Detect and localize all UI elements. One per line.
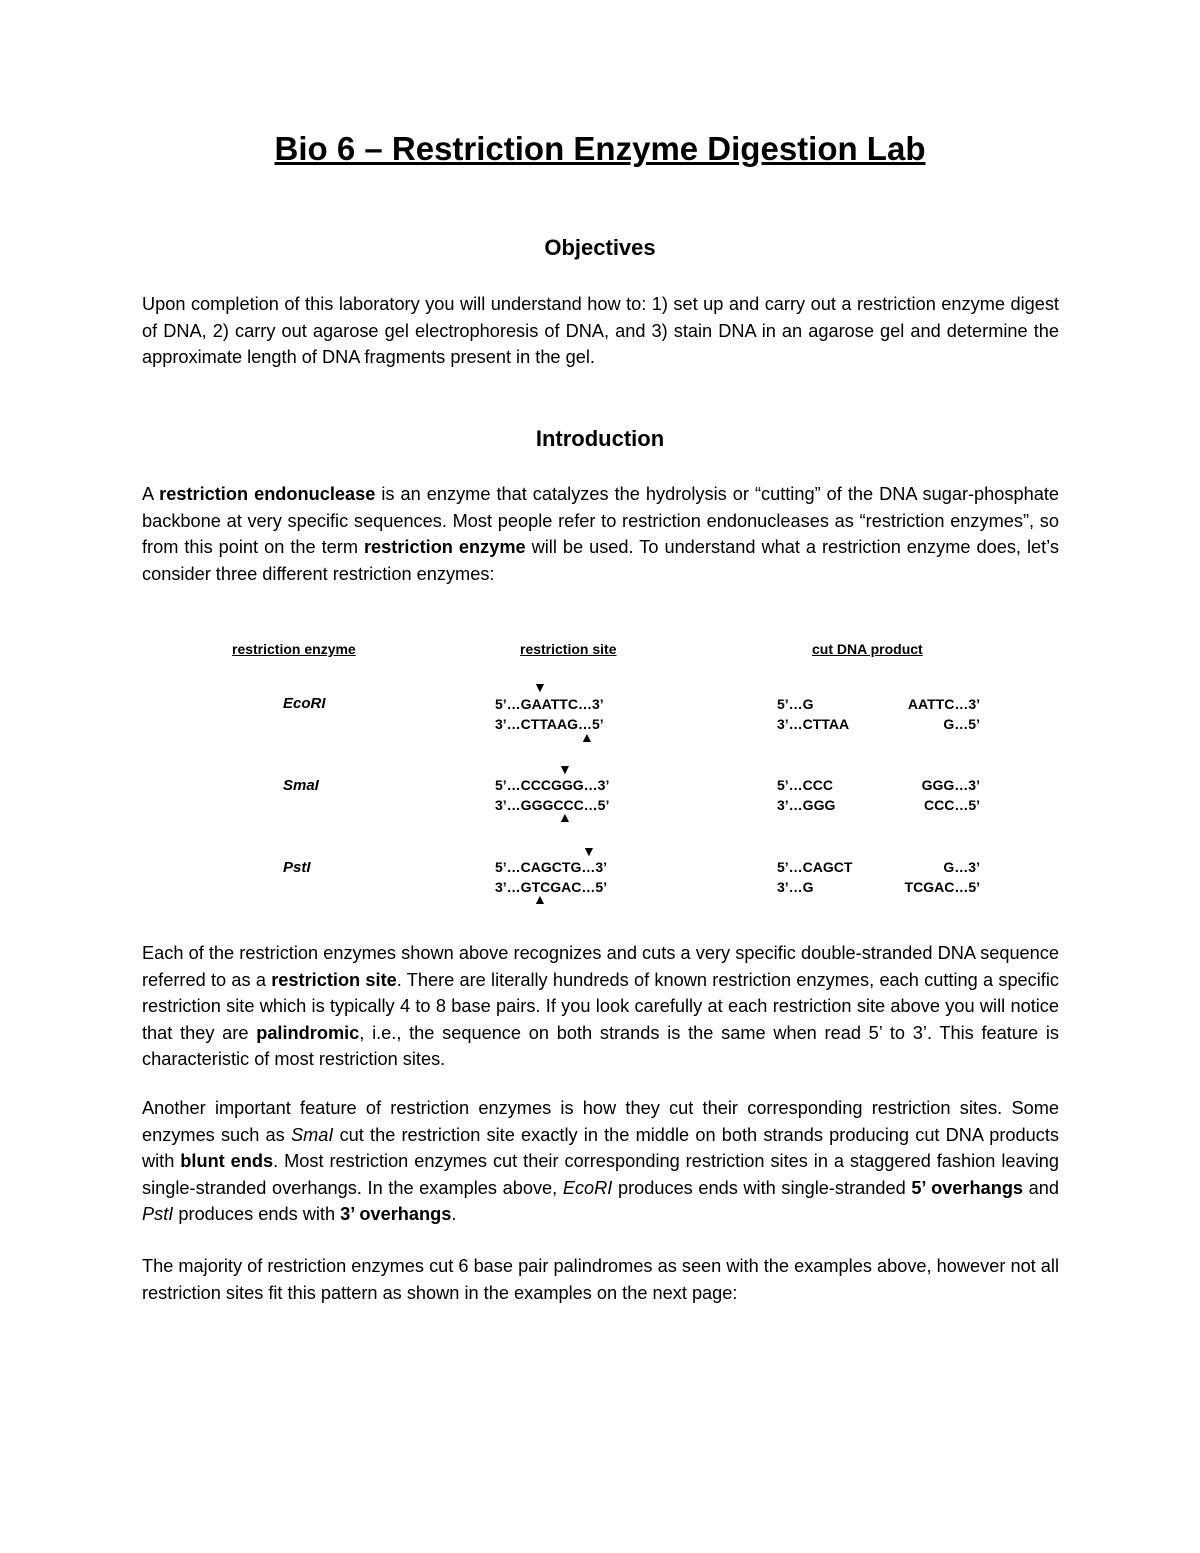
term-restriction-site: restriction site xyxy=(271,969,397,990)
site-top-strand: 5’…CCCGGG…3’ xyxy=(495,777,610,793)
cut-bottom-right: G…5’ xyxy=(943,716,980,732)
cut-arrow-down-icon: ▼ xyxy=(558,761,572,777)
site-bottom-strand: 3’…CTTAAG…5’ xyxy=(495,716,604,732)
site-top-strand: 5’…GAATTC…3’ xyxy=(495,696,604,712)
introduction-paragraph: A restriction endonuclease is an enzyme that catalyzes the hydrolysis or “cutting” of the DNA sugar-phosphate backbone at very specific sequences. Most people refer to restriction endonucleases as “restriction enzymes”, so from this point on the term restriction enzyme will be used. To understand what a restriction enzyme does, let’s consider three different restriction enzymes: xyxy=(142,484,1060,584)
cut-top-left: 5’…CCC xyxy=(777,777,834,793)
cut-bottom-left: 3’…CTTAA xyxy=(777,716,850,732)
site-top-strand: 5’…CAGCTG…3’ xyxy=(495,859,608,875)
cut-bottom-right: TCGAC…5’ xyxy=(904,879,980,895)
table-header-site: restriction site xyxy=(520,641,617,657)
cut-arrow-up-icon: ▲ xyxy=(533,891,547,907)
term-restriction-endonuclease: restriction endonuclease xyxy=(159,484,376,504)
term-blunt-ends: blunt ends xyxy=(180,1151,274,1171)
term-3-overhangs: 3’ overhangs xyxy=(340,1204,452,1224)
cut-arrow-up-icon: ▲ xyxy=(558,809,572,825)
table-header-enzyme: restriction enzyme xyxy=(232,641,356,657)
cut-bottom-right: CCC…5’ xyxy=(923,797,980,813)
document-title: Bio 6 – Restriction Enzyme Digestion Lab xyxy=(274,130,926,167)
site-bottom-strand: 3’…GGGCCC…5’ xyxy=(495,797,610,813)
cut-arrow-down-icon: ▼ xyxy=(533,679,547,695)
term-restriction-enzyme: restriction enzyme xyxy=(363,537,526,557)
cut-top-left: 5’…CAGCT xyxy=(777,859,853,875)
cut-top-left: 5’…G xyxy=(777,696,814,712)
cut-top-right: G…3’ xyxy=(943,859,980,875)
site-bottom-strand: 3’…GTCGAC…5’ xyxy=(495,879,608,895)
cut-arrow-up-icon: ▲ xyxy=(580,729,594,745)
term-palindromic: palindromic xyxy=(256,1022,360,1043)
majority-paragraph: The majority of restriction enzymes cut 6 base pair palindromes as seen with the examples above, however not all restriction sites fit this pattern as shown in the examples on the next page: xyxy=(142,1256,1059,1303)
enzyme-name: EcoRI xyxy=(283,695,326,712)
cut-top-right: AATTC…3’ xyxy=(907,696,980,712)
introduction-heading: Introduction xyxy=(535,426,665,451)
term-5-overhangs: 5’ overhangs xyxy=(911,1177,1024,1198)
table-header-cut: cut DNA product xyxy=(812,641,923,657)
cut-bottom-left: 3’…G xyxy=(777,879,814,895)
enzyme-name: SmaI xyxy=(283,777,319,794)
objectives-paragraph: Upon completion of this laboratory you will understand how to: 1) set up and carry out a restriction enzyme digest of DNA, 2) carry out agarose gel electrophoresis of DNA, and 3) stain DNA in an agarose gel and determine the approximate length of DNA fragments present in the gel. xyxy=(142,294,1059,367)
cut-bottom-left: 3’…GGG xyxy=(777,797,836,813)
restriction-site-paragraph: Each of the restriction enzymes shown above recognizes and cuts a very specific double-stranded DNA sequence referred to as a restriction site. There are literally hundreds of known restriction enzymes, each cutting a specific restriction site which is typically 4 to 8 base pairs. If you look carefully at each restriction site above you will notice that they are palindromic, i.e., the sequence on both strands is the same when read 5’ to 3’. This feature is characteristic of most restriction sites. xyxy=(142,943,1059,1069)
cut-top-right: GGG…3’ xyxy=(921,777,980,793)
objectives-heading: Objectives xyxy=(544,235,656,260)
cut-style-paragraph: Another important feature of restriction enzymes is how they cut their corresponding restriction sites. Some enzymes such as SmaI cut the restriction site exactly in the middle on both strands producing cut DNA products with blunt ends. Most restriction enzymes cut their corresponding restriction sites in a staggered fashion leaving single-stranded overhangs. In the examples above, EcoRI produces ends with single-stranded 5’ overhangs and PstI produces ends with 3’ overhangs. xyxy=(142,1098,1060,1224)
cut-arrow-down-icon: ▼ xyxy=(582,843,596,859)
enzyme-name: PstI xyxy=(283,859,311,876)
